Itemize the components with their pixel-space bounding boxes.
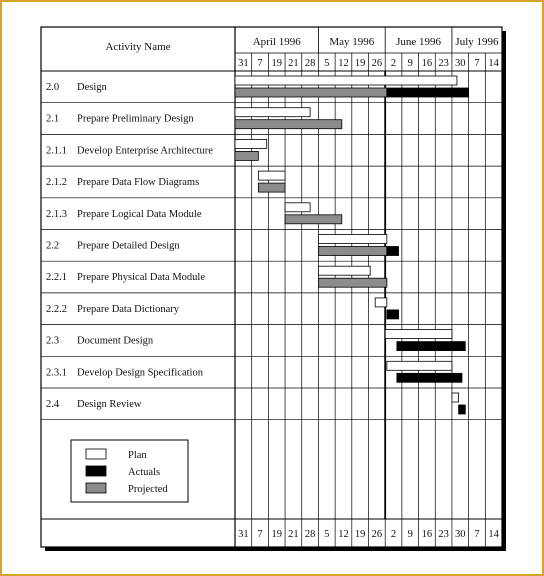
task-name: Develop Design Specification <box>77 367 203 379</box>
projected-bar <box>235 151 258 160</box>
week-label-footer: 26 <box>371 529 383 540</box>
actual-bar <box>387 88 469 97</box>
week-label-footer: 19 <box>354 529 366 540</box>
plan-bar <box>235 108 310 117</box>
task-name: Prepare Physical Data Module <box>77 272 206 284</box>
week-label-footer: 2 <box>390 529 397 540</box>
week-label: 31 <box>238 58 249 69</box>
week-label-footer: 30 <box>455 529 466 540</box>
week-label-footer: 14 <box>488 529 499 540</box>
week-label-footer: 23 <box>438 529 449 540</box>
projected-bar <box>285 215 342 224</box>
plan-bar <box>285 203 310 212</box>
task-name: Prepare Data Flow Diagrams <box>77 177 200 189</box>
task-name: Design Review <box>77 399 142 410</box>
week-label: 19 <box>271 58 282 69</box>
task-id: 2.2 <box>46 240 60 252</box>
task-name: Prepare Preliminary Design <box>77 113 194 125</box>
projected-bar <box>318 247 386 256</box>
week-label-footer: 12 <box>338 529 349 540</box>
month-label: June 1996 <box>396 36 442 48</box>
task-id: 2.4 <box>46 399 60 410</box>
plan-bar <box>375 298 387 307</box>
plan-bar <box>318 235 386 244</box>
task-id: 2.2.2 <box>46 303 67 315</box>
week-label: 2 <box>390 58 397 69</box>
week-label-footer: 19 <box>271 529 282 540</box>
projected-bar <box>258 183 285 192</box>
week-label: 9 <box>407 58 413 69</box>
week-label: 14 <box>488 58 499 69</box>
week-label-footer: 16 <box>421 529 433 540</box>
week-label: 23 <box>438 58 449 69</box>
legend-label: Actuals <box>128 467 161 478</box>
week-label: 5 <box>324 58 330 69</box>
week-label: 7 <box>257 58 263 69</box>
legend-swatch-projected <box>86 483 106 493</box>
plan-bar <box>258 171 285 180</box>
task-id: 2.1.1 <box>46 145 67 157</box>
actual-bar <box>459 405 466 414</box>
task-name: Develop Enterprise Architecture <box>77 145 213 157</box>
week-label: 26 <box>371 58 383 69</box>
plan-bar <box>235 76 457 85</box>
month-label: July 1996 <box>455 36 499 48</box>
week-label-footer: 7 <box>474 529 480 540</box>
plan-bar <box>235 139 267 148</box>
task-name: Document Design <box>77 335 154 347</box>
week-label: 30 <box>455 58 466 69</box>
week-label: 28 <box>304 58 316 69</box>
week-label-footer: 9 <box>407 529 413 540</box>
legend-label: Projected <box>128 484 168 495</box>
actual-bar <box>387 247 399 256</box>
projected-bar <box>318 278 386 287</box>
plan-bar <box>387 361 452 370</box>
week-label: 12 <box>338 58 349 69</box>
task-name: Prepare Data Dictionary <box>77 303 180 315</box>
task-name: Prepare Detailed Design <box>77 240 180 252</box>
legend-label: Plan <box>128 450 147 461</box>
task-id: 2.0 <box>46 82 60 93</box>
week-label: 19 <box>354 58 366 69</box>
actual-bar <box>387 310 399 319</box>
legend-swatch-plan <box>86 449 106 459</box>
actual-bar <box>397 373 462 382</box>
week-label: 21 <box>288 58 299 69</box>
week-label-footer: 21 <box>288 529 299 540</box>
week-label: 7 <box>474 58 480 69</box>
month-label: April 1996 <box>252 36 301 48</box>
week-label-footer: 5 <box>324 529 330 540</box>
task-id: 2.3 <box>46 335 60 347</box>
task-id: 2.1.3 <box>46 208 67 220</box>
task-id: 2.1.2 <box>46 177 67 189</box>
task-name: Design <box>77 82 107 93</box>
legend-swatch-actual <box>86 466 106 476</box>
plan-bar <box>318 266 370 275</box>
projected-bar <box>235 88 387 97</box>
task-name: Prepare Logical Data Module <box>77 208 202 220</box>
task-id: 2.2.1 <box>46 272 67 284</box>
actual-bar <box>397 342 465 351</box>
projected-bar <box>235 120 342 129</box>
activity-name-header: Activity Name <box>105 41 171 53</box>
plan-bar <box>385 330 452 339</box>
task-id: 2.3.1 <box>46 367 67 379</box>
task-id: 2.1 <box>46 113 60 125</box>
week-label-footer: 31 <box>238 529 249 540</box>
week-label-footer: 28 <box>304 529 316 540</box>
plan-bar <box>452 393 459 402</box>
week-label-footer: 7 <box>257 529 263 540</box>
month-label: May 1996 <box>329 36 375 48</box>
week-label: 16 <box>421 58 433 69</box>
